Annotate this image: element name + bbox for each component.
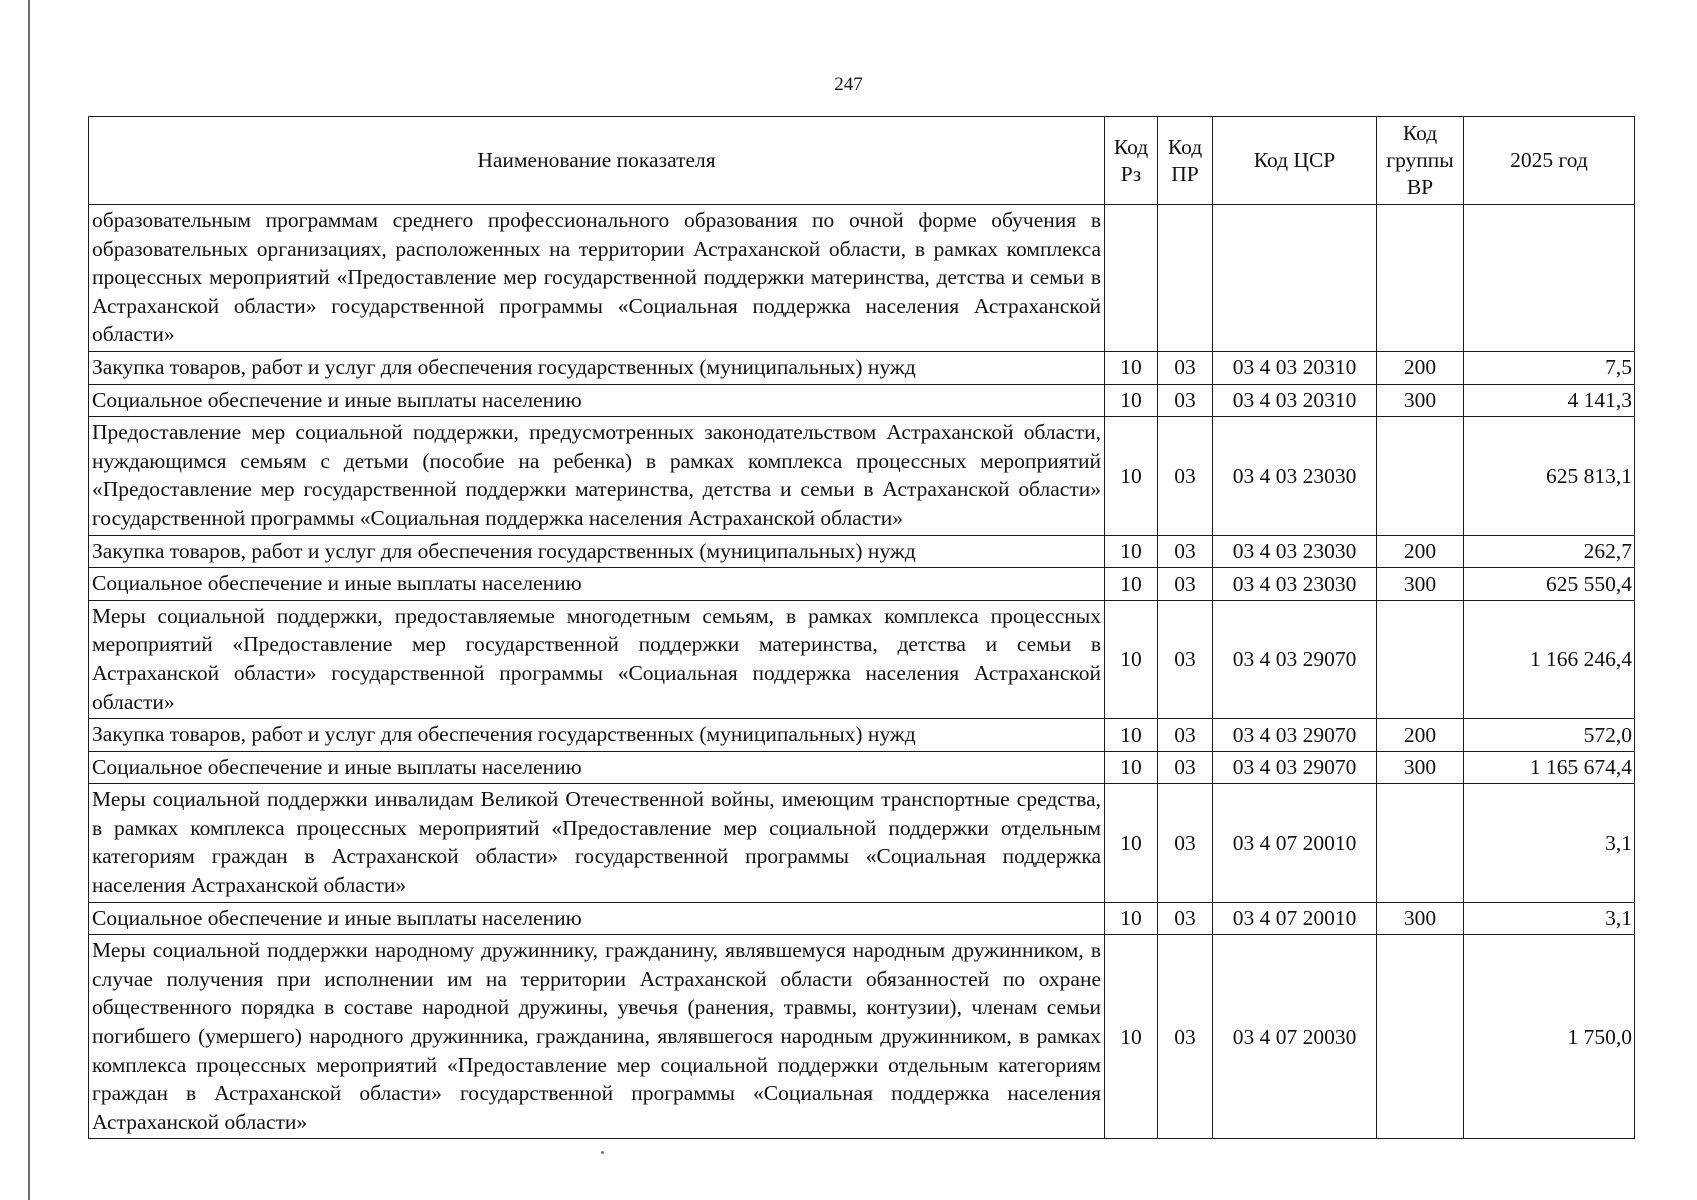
row-rz-cell: 10 xyxy=(1105,902,1158,935)
row-value-cell xyxy=(1464,205,1635,352)
row-csr-cell: 03 4 03 29070 xyxy=(1213,751,1377,784)
page-binding-line xyxy=(28,0,30,1200)
row-pr-cell xyxy=(1158,205,1213,352)
row-pr-cell: 03 xyxy=(1158,535,1213,568)
row-vr-cell: 300 xyxy=(1377,568,1464,601)
row-name-cell: Меры социальной поддержки, предоставляемые многодетным семьям, в рамках комплекса процессных мероприятий «Предоставление мер государственной поддержки материнства, детства и семьи в Астраханской области» государственной программы «Социальная поддержка населения Астраханской области» xyxy=(89,600,1105,718)
row-name-cell: Закупка товаров, работ и услуг для обеспечения государственных (муниципальных) нужд xyxy=(89,351,1105,384)
row-pr-cell: 03 xyxy=(1158,719,1213,752)
row-rz-cell: 10 xyxy=(1105,784,1158,902)
table-row xyxy=(89,384,1635,417)
row-rz-cell: 10 xyxy=(1105,417,1158,535)
table-row xyxy=(89,568,1635,601)
table-row xyxy=(89,205,1635,352)
row-rz-cell: 10 xyxy=(1105,751,1158,784)
row-value-cell: 1 750,0 xyxy=(1464,935,1635,1139)
table-row xyxy=(89,351,1635,384)
row-pr-cell: 03 xyxy=(1158,751,1213,784)
row-pr-cell: 03 xyxy=(1158,935,1213,1139)
row-pr-cell: 03 xyxy=(1158,417,1213,535)
row-rz-cell: 10 xyxy=(1105,600,1158,718)
row-name-cell: Закупка товаров, работ и услуг для обеспечения государственных (муниципальных) нужд xyxy=(89,535,1105,568)
row-csr-cell: 03 4 03 20310 xyxy=(1213,351,1377,384)
row-value-cell: 3,1 xyxy=(1464,902,1635,935)
table-row xyxy=(89,902,1635,935)
row-vr-cell xyxy=(1377,205,1464,352)
budget-table xyxy=(88,116,1635,1139)
row-rz-cell: 10 xyxy=(1105,351,1158,384)
table-row xyxy=(89,751,1635,784)
row-pr-cell: 03 xyxy=(1158,384,1213,417)
row-csr-cell: 03 4 03 29070 xyxy=(1213,719,1377,752)
table-row xyxy=(89,535,1635,568)
row-rz-cell xyxy=(1105,205,1158,352)
header-name: Наименование показателя xyxy=(89,117,1105,205)
table-row xyxy=(89,935,1635,1139)
row-csr-cell: 03 4 07 20010 xyxy=(1213,784,1377,902)
row-csr-cell: 03 4 03 20310 xyxy=(1213,384,1377,417)
header-vr: Код группы ВР xyxy=(1377,117,1464,205)
row-pr-cell: 03 xyxy=(1158,351,1213,384)
row-value-cell: 1 166 246,4 xyxy=(1464,600,1635,718)
row-vr-cell: 200 xyxy=(1377,351,1464,384)
row-name-cell: Предоставление мер социальной поддержки, предусмотренных законодательством Астраханской области, нуждающимся семьям с детьми (пособие на ребенка) в рамках комплекса процессных мероприятий «Предоставление мер государственной поддержки материнства, детства и семьи в Астраханской области» государственной программы «Социальная поддержка населения Астраханской области» xyxy=(89,417,1105,535)
row-csr-cell xyxy=(1213,205,1377,352)
header-rz: Код Рз xyxy=(1105,117,1158,205)
row-name-cell: Меры социальной поддержки инвалидам Великой Отечественной войны, имеющим транспортные средства, в рамках комплекса процессных мероприятий «Предоставление мер социальной поддержки отдельным категориям граждан в Астраханской области» государственной программы «Социальная поддержка населения Астраханской области» xyxy=(89,784,1105,902)
row-csr-cell: 03 4 03 23030 xyxy=(1213,535,1377,568)
row-value-cell: 3,1 xyxy=(1464,784,1635,902)
row-name-cell: Социальное обеспечение и иные выплаты населению xyxy=(89,902,1105,935)
row-value-cell: 572,0 xyxy=(1464,719,1635,752)
table-row xyxy=(89,417,1635,535)
row-rz-cell: 10 xyxy=(1105,719,1158,752)
row-csr-cell: 03 4 03 23030 xyxy=(1213,417,1377,535)
row-vr-cell: 300 xyxy=(1377,384,1464,417)
row-pr-cell: 03 xyxy=(1158,784,1213,902)
row-vr-cell: 200 xyxy=(1377,535,1464,568)
row-value-cell: 625 550,4 xyxy=(1464,568,1635,601)
row-vr-cell xyxy=(1377,417,1464,535)
row-vr-cell: 300 xyxy=(1377,751,1464,784)
row-rz-cell: 10 xyxy=(1105,384,1158,417)
header-pr: Код ПР xyxy=(1158,117,1213,205)
row-pr-cell: 03 xyxy=(1158,600,1213,718)
row-name-cell: Социальное обеспечение и иные выплаты населению xyxy=(89,384,1105,417)
row-name-cell: Меры социальной поддержки народному дружиннику, гражданину, являвшемуся народным дружинником, в случае получения при исполнении им на территории Астраханской области обязанностей по охране общественного порядка в составе народной дружины, увечья (ранения, травмы, контузии), членам семьи погибшего (умершего) народного дружинника, гражданина, являвшегося народным дружинником, в рамках комплекса процессных мероприятий «Предоставление мер социальной поддержки отдельным категориям граждан в Астраханской области» государственной программы «Социальная поддержка населения Астраханской области» xyxy=(89,935,1105,1139)
row-value-cell: 7,5 xyxy=(1464,351,1635,384)
row-rz-cell: 10 xyxy=(1105,535,1158,568)
header-csr: Код ЦСР xyxy=(1213,117,1377,205)
row-csr-cell: 03 4 03 29070 xyxy=(1213,600,1377,718)
row-rz-cell: 10 xyxy=(1105,935,1158,1139)
table-row xyxy=(89,600,1635,718)
row-rz-cell: 10 xyxy=(1105,568,1158,601)
row-name-cell: Социальное обеспечение и иные выплаты населению xyxy=(89,568,1105,601)
row-name-cell: образовательным программам среднего профессионального образования по очной форме обучения в образовательных организациях, расположенных на территории Астраханской области, в рамках комплекса процессных мероприятий «Предоставление мер государственной поддержки материнства, детства и семьи в Астраханской области» государственной программы «Социальная поддержка населения Астраханской области» xyxy=(89,205,1105,352)
row-value-cell: 625 813,1 xyxy=(1464,417,1635,535)
scan-speck xyxy=(601,1151,604,1154)
table-header-row xyxy=(89,117,1635,205)
row-vr-cell xyxy=(1377,600,1464,718)
table-row xyxy=(89,719,1635,752)
row-name-cell: Закупка товаров, работ и услуг для обеспечения государственных (муниципальных) нужд xyxy=(89,719,1105,752)
table-body xyxy=(89,205,1635,1139)
header-year: 2025 год xyxy=(1464,117,1635,205)
row-name-cell: Социальное обеспечение и иные выплаты населению xyxy=(89,751,1105,784)
row-vr-cell: 200 xyxy=(1377,719,1464,752)
row-pr-cell: 03 xyxy=(1158,568,1213,601)
row-csr-cell: 03 4 07 20030 xyxy=(1213,935,1377,1139)
row-csr-cell: 03 4 07 20010 xyxy=(1213,902,1377,935)
row-csr-cell: 03 4 03 23030 xyxy=(1213,568,1377,601)
row-vr-cell xyxy=(1377,935,1464,1139)
table-row xyxy=(89,784,1635,902)
row-vr-cell xyxy=(1377,784,1464,902)
row-vr-cell: 300 xyxy=(1377,902,1464,935)
row-value-cell: 4 141,3 xyxy=(1464,384,1635,417)
row-pr-cell: 03 xyxy=(1158,902,1213,935)
row-value-cell: 262,7 xyxy=(1464,535,1635,568)
page-number: 247 xyxy=(834,74,863,95)
row-value-cell: 1 165 674,4 xyxy=(1464,751,1635,784)
